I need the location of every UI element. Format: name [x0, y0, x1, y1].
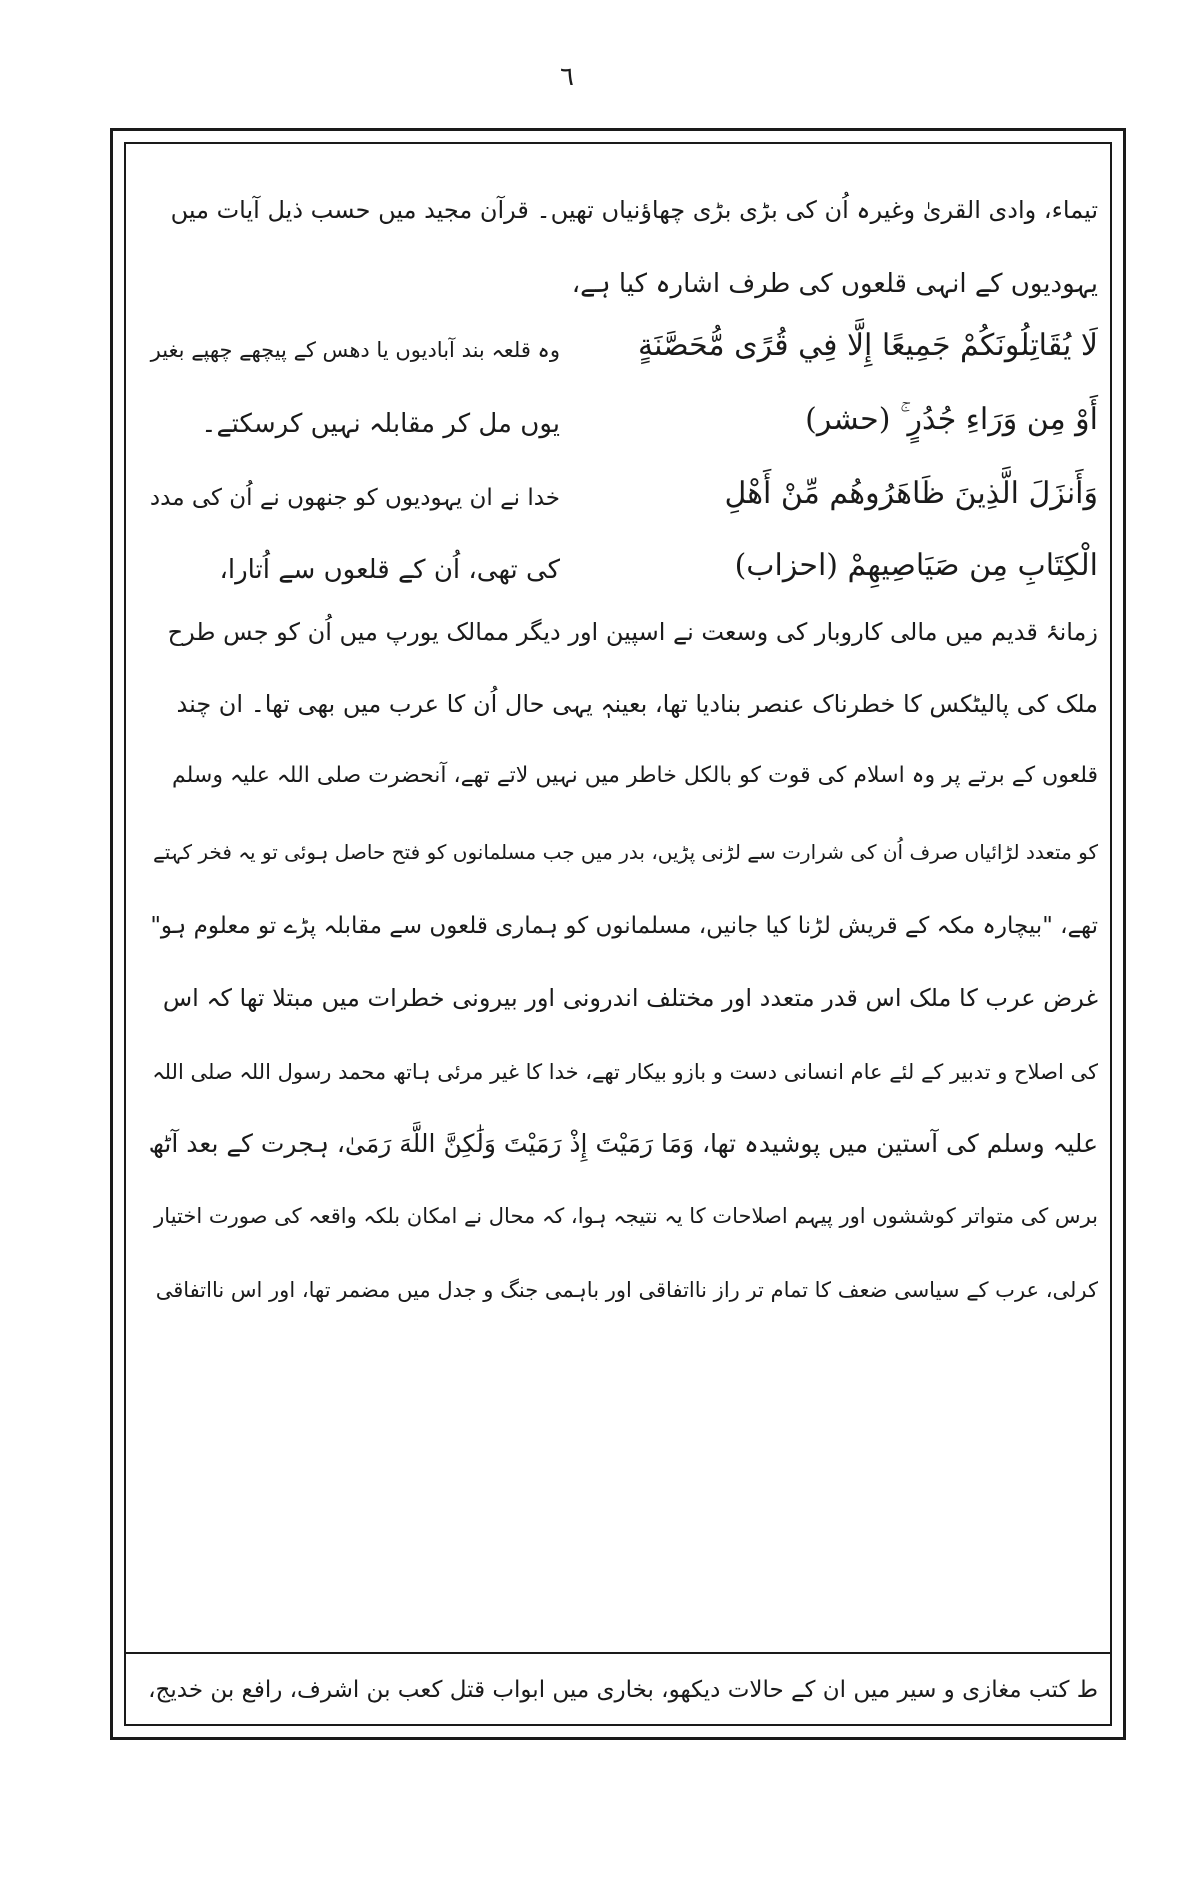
- page-number: ٦: [560, 62, 574, 92]
- text-line: قلعوں کے برتے پر وہ اسلام کی قوت کو بالکل خاطر میں نہیں لاتے تھے، آنحضرت صلی اللہ علیہ وسلم: [171, 763, 1098, 788]
- text-line: تیماء، وادی القریٰ وغیرہ اُن کی بڑی بڑی چھاؤنیاں تھیں۔ قرآن مجید میں حسب ذیل آیات میں: [170, 196, 1098, 224]
- text-line: کرلی، عرب کے سیاسی ضعف کا تمام تر راز نااتفاقی اور باہمی جنگ و جدل میں مضمر تھا، اور اس نااتفاقی: [155, 1278, 1098, 1302]
- verse-translation: وہ قلعہ بند آبادیوں یا دھس کے پیچھے چھپے بغیر: [150, 338, 560, 362]
- text-line: کو متعدد لڑائیاں صرف اُن کی شرارت سے لڑنی پڑیں، بدر میں جب مسلمانوں کو فتح حاصل ہوئی تو یہ فخر کہتے: [153, 840, 1098, 864]
- quran-verse: أَوْ مِن وَرَاءِ جُدُرٍ ۚ (حشر): [805, 402, 1098, 437]
- text-line: تھے، "بیچارہ مکہ کے قریش لڑنا کیا جانیں، مسلمانوں کو ہماری قلعوں سے مقابلہ پڑے تو معلوم ہو": [150, 913, 1098, 939]
- quran-verse: وَأَنزَلَ الَّذِينَ ظَاهَرُوهُم مِّنْ أَهْلِ: [724, 476, 1098, 511]
- text-line: یہودیوں کے انہی قلعوں کی طرف اشارہ کیا ہے،: [571, 269, 1098, 299]
- text-line: زمانۂ قدیم میں مالی کاروبار کی وسعت نے اسپین اور دیگر ممالک یورپ میں اُن کو جس طرح: [167, 618, 1098, 646]
- verse-translation: یوں مل کر مقابلہ نہیں کرسکتے۔: [201, 409, 560, 439]
- footnote-marker: ط: [1076, 1677, 1098, 1703]
- footnote: [140, 1672, 1098, 1708]
- verse-translation: خدا نے ان یہودیوں کو جنھوں نے اُن کی مدد: [149, 485, 560, 511]
- text-line: علیہ وسلم کی آستین میں پوشیدہ تھا، وَمَا رَمَيْتَ إِذْ رَمَيْتَ وَلَٰكِنَّ اللَّهَ رَمَىٰ، ہجرت کے بعد آٹھ: [148, 1129, 1098, 1158]
- text-line: ملک کی پالیٹکس کا خطرناک عنصر بنادیا تھا، بعینہٖ یہی حال اُن کا عرب میں بھی تھا۔ ان چند: [176, 690, 1098, 718]
- footnote-separator: [124, 1652, 1112, 1654]
- quran-verse: الْكِتَابِ مِن صَيَاصِيهِمْ (احزاب): [734, 548, 1098, 583]
- quran-verse: لَا يُقَاتِلُونَكُمْ جَمِيعًا إِلَّا فِي قُرًى مُّحَصَّنَةٍ: [638, 328, 1098, 363]
- verse-translation: کی تھی، اُن کے قلعوں سے اُتارا،: [219, 555, 560, 585]
- text-line: غرض عرب کا ملک اس قدر متعدد اور مختلف اندرونی اور بیرونی خطرات میں مبتلا تھا کہ اس: [162, 984, 1098, 1012]
- text-line: کی اصلاح و تدبیر کے لئے عام انسانی دست و بازو بیکار تھے، خدا کا غیر مرئی ہاتھ محمد رسول اللہ صلی اللہ: [152, 1060, 1098, 1084]
- footnote-text: کتب مغازی و سیر میں ان کے حالات دیکھو، بخاری میں ابواب قتل کعب بن اشرف، رافع بن خدیج،: [148, 1677, 1070, 1703]
- text-line: برس کی متواتر کوششوں اور پیہم اصلاحات کا یہ نتیجہ ہوا، کہ محال نے امکان بلکہ واقعہ کی صورت اختیار: [154, 1204, 1098, 1228]
